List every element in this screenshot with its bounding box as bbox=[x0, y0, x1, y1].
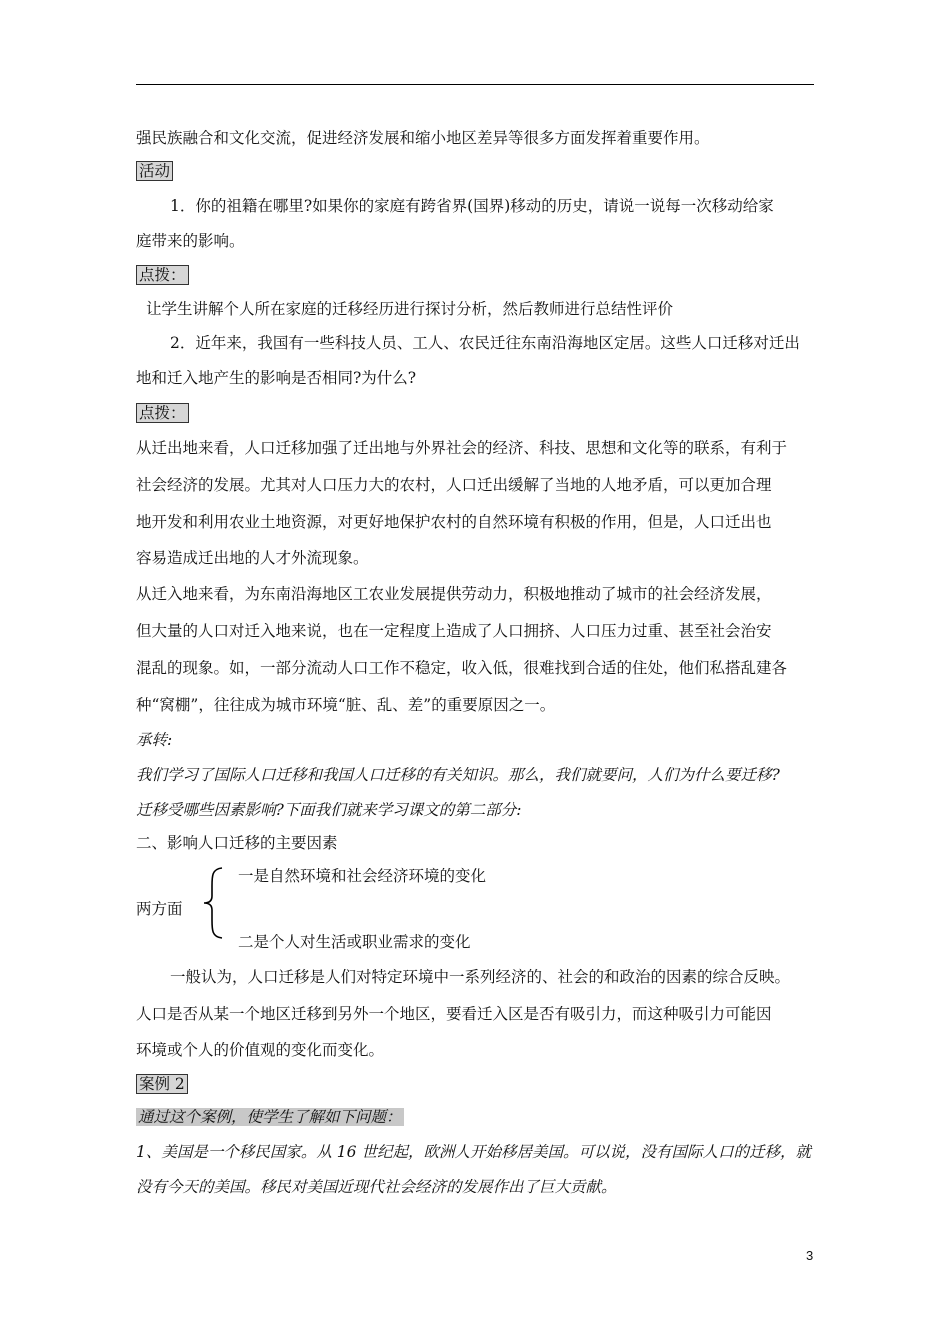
paragraph-line: 人口是否从某一个地区迁移到另外一个地区，要看迁入区是否有吸引力，而这种吸引力可能因 bbox=[136, 1005, 772, 1023]
factor-group-label: 两方面 bbox=[136, 900, 183, 918]
paragraph-line: 但大量的人口对迁入地来说，也在一定程度上造成了人口拥挤、人口压力过重、甚至社会治安 bbox=[136, 622, 772, 640]
section-heading: 二、影响人口迁移的主要因素 bbox=[136, 834, 338, 852]
activity-label: 活动 bbox=[136, 161, 173, 181]
paragraph-line: 强民族融合和文化交流，促进经济发展和缩小地区差异等很多方面发挥着重要作用。 bbox=[136, 129, 710, 147]
paragraph-line: 地开发和利用农业土地资源，对更好地保护农村的自然环境有积极的作用，但是，人口迁出也 bbox=[136, 513, 772, 531]
case-label: 案例 2 bbox=[136, 1074, 188, 1094]
tip-label: 点拨： bbox=[136, 265, 189, 285]
question-1-line: 1．你的祖籍在哪里?如果你的家庭有跨省界(国界)移动的历史，请说一说每一次移动给家 bbox=[170, 197, 774, 215]
paragraph-line: 环境或个人的价值观的变化而变化。 bbox=[136, 1041, 385, 1059]
paragraph-line: 种“窝棚”，往往成为城市环境“脏、乱、差”的重要原因之一。 bbox=[136, 696, 556, 714]
header-rule bbox=[136, 84, 814, 85]
tip-text: 让学生讲解个人所在家庭的迁移经历进行探讨分析，然后教师进行总结性评价 bbox=[146, 300, 674, 318]
tip-label: 点拨： bbox=[136, 403, 189, 423]
paragraph-line: 混乱的现象。如，一部分流动人口工作不稳定，收入低，很难找到合适的住处，他们私搭乱建各 bbox=[136, 659, 788, 677]
factor-item-1: 一是自然环境和社会经济环境的变化 bbox=[238, 867, 487, 885]
paragraph-line: 容易造成迁出地的人才外流现象。 bbox=[136, 549, 369, 567]
transition-label: 承转: bbox=[136, 731, 173, 749]
question-2-line: 地和迁入地产生的影响是否相同?为什么? bbox=[136, 369, 417, 387]
case-point-line: 1、美国是一个移民国家。从 16 世纪起，欧洲人开始移居美国。可以说，没有国际人口的迁移，就 bbox=[136, 1143, 811, 1161]
curly-brace-icon bbox=[200, 866, 230, 940]
paragraph-line: 从迁入地来看，为东南沿海地区工农业发展提供劳动力，积极地推动了城市的社会经济发展， bbox=[136, 585, 772, 603]
question-1-line: 庭带来的影响。 bbox=[136, 232, 245, 250]
factor-item-2: 二是个人对生活或职业需求的变化 bbox=[238, 933, 471, 951]
transition-text: 我们学习了国际人口迁移和我国人口迁移的有关知识。那么，我们就要问，人们为什么要迁移? bbox=[136, 766, 780, 784]
case-intro: 通过这个案例，使学生了解如下问题： bbox=[138, 1108, 402, 1126]
question-2-line: 2．近年来，我国有一些科技人员、工人、农民迁往东南沿海地区定居。这些人口迁移对迁出 bbox=[170, 334, 800, 352]
case-point-line: 没有今天的美国。移民对美国近现代社会经济的发展作出了巨大贡献。 bbox=[136, 1178, 617, 1196]
paragraph-line: 社会经济的发展。尤其对人口压力大的农村，人口迁出缓解了当地的人地矛盾，可以更加合理 bbox=[136, 476, 772, 494]
page-number: 3 bbox=[806, 1248, 814, 1263]
paragraph-line: 一般认为，人口迁移是人们对特定环境中一系列经济的、社会的和政治的因素的综合反映。 bbox=[170, 968, 791, 986]
transition-text: 迁移受哪些因素影响?下面我们就来学习课文的第二部分: bbox=[136, 801, 522, 819]
paragraph-line: 从迁出地来看，人口迁移加强了迁出地与外界社会的经济、科技、思想和文化等的联系，有利于 bbox=[136, 439, 788, 457]
